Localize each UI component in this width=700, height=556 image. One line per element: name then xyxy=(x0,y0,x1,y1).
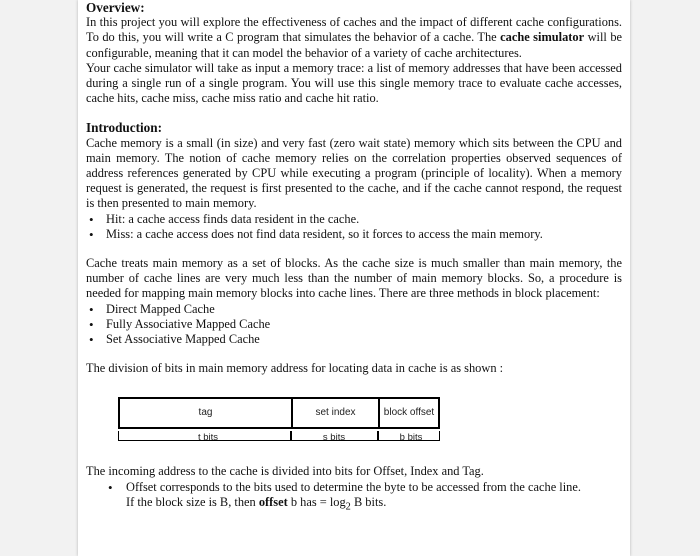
tag-label: tag xyxy=(198,407,213,419)
incoming-paragraph: The incoming address to the cache is divided into bits for Offset, Index and Tag. xyxy=(86,464,484,479)
address-bits-diagram xyxy=(86,390,622,450)
tag-field xyxy=(118,397,291,429)
introduction-paragraph-2: Cache treats main memory as a set of blocks. As the cache size is much smaller than main memory, the number of cache lines are very much less than the number of main memory blocks. So, a procedure is needed for mapping main memory blocks into cache lines. There are three methods in block placement: xyxy=(86,256,622,301)
formula-text-a: If the block size is B, then xyxy=(126,494,259,509)
t-bits-label: t bits xyxy=(197,432,219,444)
overview-paragraph-1 xyxy=(86,15,622,61)
overview-p1-text-a: In this project you will explore the effectiveness of caches and the impact of different cache configurations. To do this, you will write a C program that simulates the behavior of a cache. The xyxy=(86,15,622,45)
list-item: • Direct Mapped Cache xyxy=(86,302,622,317)
set-index-field xyxy=(291,397,378,429)
list-item: • Fully Associative Mapped Cache xyxy=(86,317,622,332)
s-bits-label: s bits xyxy=(322,432,346,444)
list-item: • Miss: a cache access does not find data resident, so it forces to access the main memory. xyxy=(86,227,622,242)
list-item: • Offset corresponds to the bits used to determine the byte to be accessed from the cache line. xyxy=(86,480,622,495)
block-offset-label: block offset xyxy=(383,407,435,419)
introduction-paragraph-1: Cache memory is a small (in size) and very fast (zero wait state) memory which sits between the CPU and main memory. The notion of cache memory relies on the correlation properties observed sequences of address references generated by CPU while executing a program (principle of locality). When a memory request is generated, the request is first presented to the cache, and if the cache cannot respond, the request is then presented to main memory. xyxy=(86,135,622,211)
offset-formula-line xyxy=(86,495,622,515)
list-item: • Hit: a cache access finds data resident in the cache. xyxy=(86,212,622,227)
formula-text-b: b has = log xyxy=(287,494,346,509)
overview-heading: Overview: xyxy=(86,0,145,15)
block-offset-field xyxy=(378,397,440,429)
introduction-paragraph-3: The division of bits in main memory address for locating data in cache is as shown : xyxy=(86,361,504,376)
hit-miss-list xyxy=(86,212,622,242)
overview-paragraph-2: Your cache simulator will take as input a memory trace: a list of memory addresses that have been accessed during a single run of a single program. You will use this single memory trace to evaluate cache accesses, cache hits, cache miss, cache miss ratio and cache hit ratio. xyxy=(86,60,622,106)
log-subscript: 2 xyxy=(345,501,351,513)
offset-list xyxy=(86,480,622,495)
document-content xyxy=(86,0,622,515)
overview-p1-text-b: will be configurable, meaning that it can model the behavior of a variety of cache architectures. xyxy=(86,30,623,60)
offset-term: offset xyxy=(258,494,288,509)
set-index-label: set index xyxy=(315,407,356,419)
b-bits-label: b bits xyxy=(399,432,423,444)
formula-text-c: B bits. xyxy=(350,494,387,509)
cache-simulator-term: cache simulator xyxy=(500,30,585,45)
list-item: • Set Associative Mapped Cache xyxy=(86,332,622,347)
placement-methods-list xyxy=(86,302,622,348)
introduction-heading: Introduction: xyxy=(86,120,162,136)
